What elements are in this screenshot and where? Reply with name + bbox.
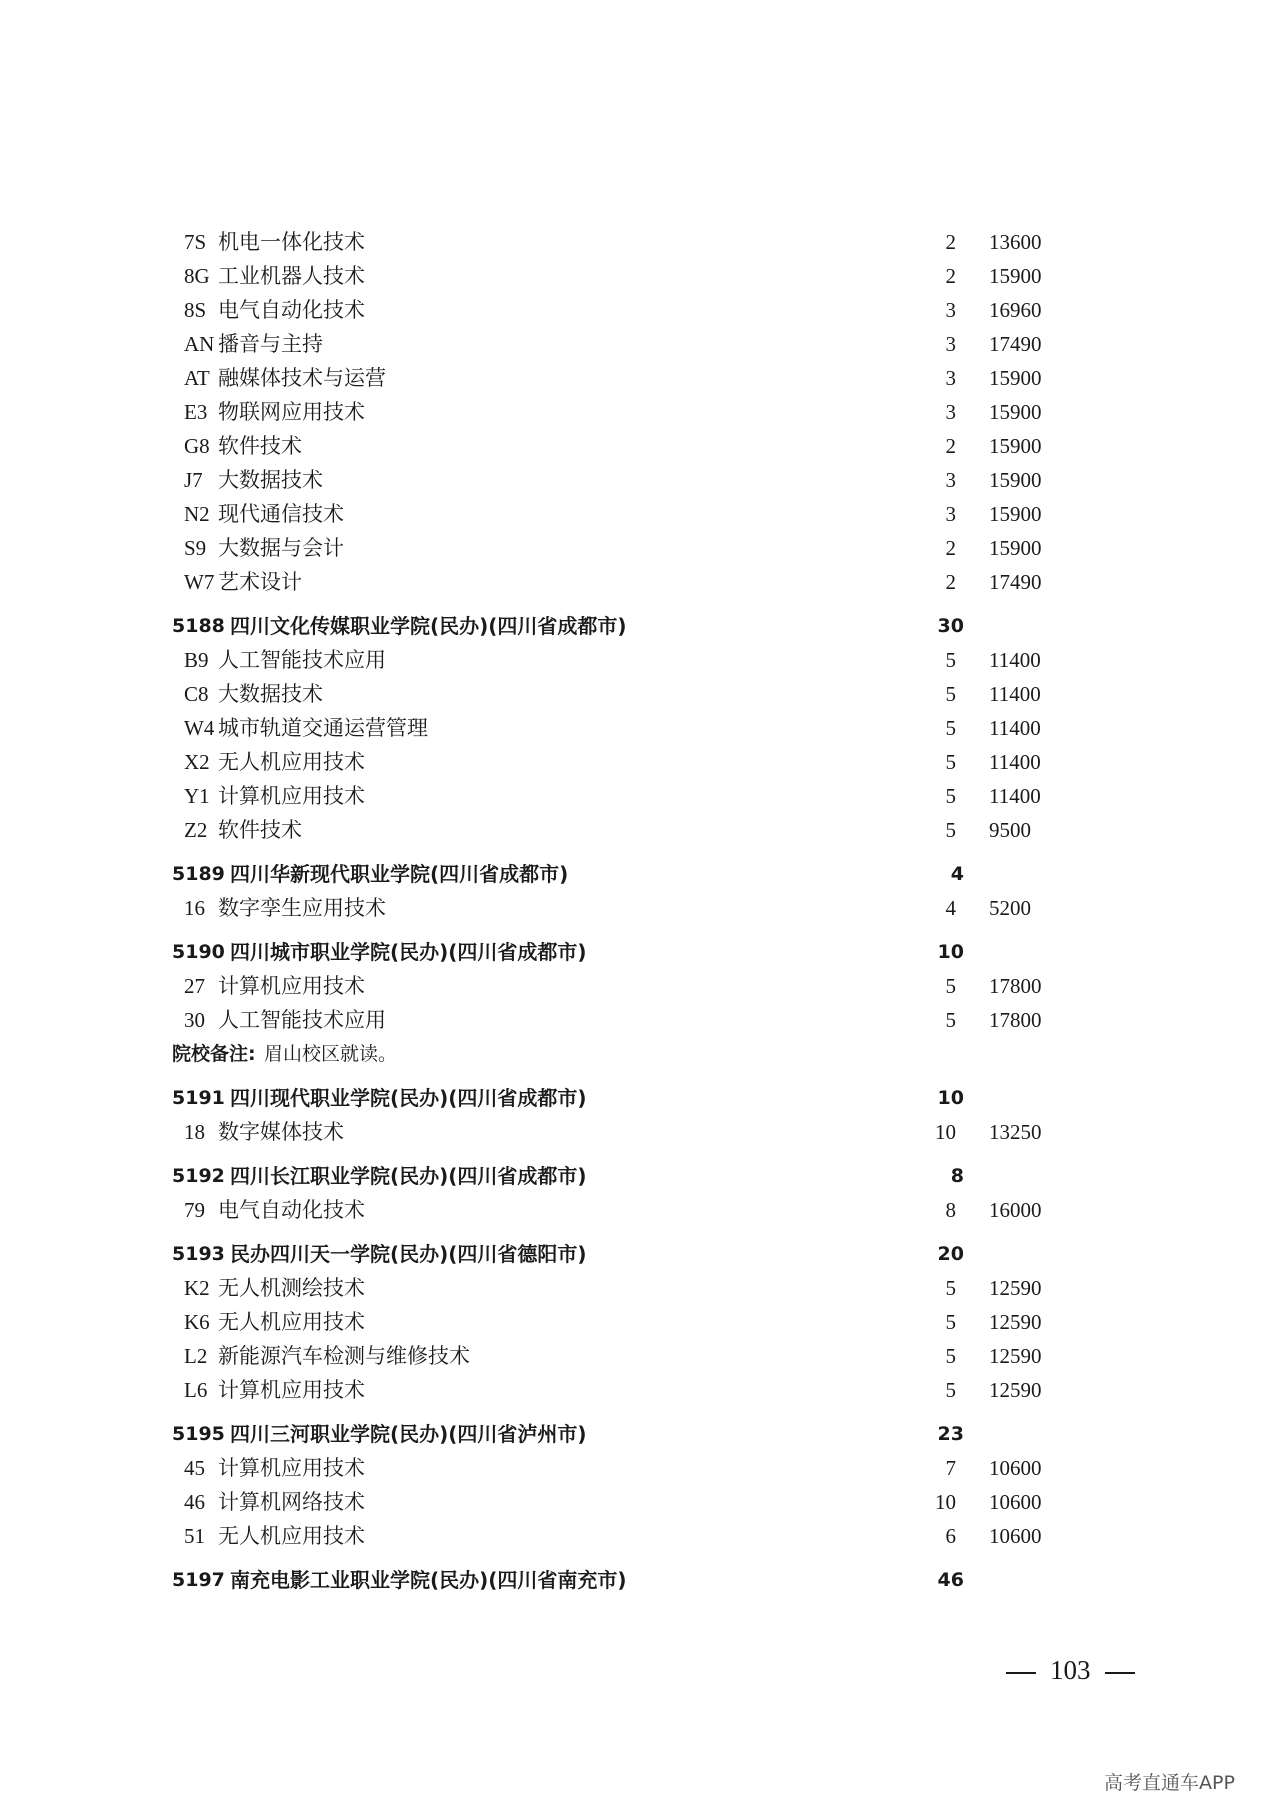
- school-remark: [0, 1039, 1280, 1069]
- major-row: [0, 261, 1280, 291]
- major-code: 8S: [184, 298, 207, 322]
- school-code: 5188: [172, 615, 225, 637]
- major-name: 无人机应用技术: [218, 1524, 365, 1548]
- major-code: 27: [184, 974, 205, 998]
- major-row: [0, 679, 1280, 709]
- major-code: L6: [184, 1378, 208, 1402]
- major-name: 计算机应用技术: [218, 1378, 365, 1402]
- major-name: 融媒体技术与运营: [218, 366, 386, 390]
- major-code: AN: [184, 332, 215, 356]
- major-code: J7: [184, 468, 203, 492]
- major-row: [0, 815, 1280, 845]
- major-tuition: 10600: [989, 1456, 1042, 1480]
- major-code: C8: [184, 682, 209, 706]
- major-name: 软件技术: [218, 818, 302, 842]
- school-name: 民办四川天一学院(民办)(四川省德阳市): [230, 1242, 587, 1266]
- major-quota: 4: [945, 896, 956, 920]
- major-name: 计算机应用技术: [218, 1456, 365, 1480]
- major-tuition: 13600: [989, 230, 1042, 254]
- major-row: [0, 1117, 1280, 1147]
- major-tuition: 10600: [989, 1524, 1042, 1548]
- school-quota: 30: [937, 615, 964, 637]
- major-quota: 5: [945, 1310, 956, 1334]
- major-quota: 2: [945, 434, 956, 458]
- school-code: 5191: [172, 1087, 225, 1109]
- major-row: [0, 295, 1280, 325]
- school-row: [0, 1083, 1280, 1113]
- school-row: [0, 1239, 1280, 1269]
- major-row: [0, 713, 1280, 743]
- school-code: 5189: [172, 863, 225, 885]
- major-tuition: 17800: [989, 974, 1042, 998]
- school-code: 5193: [172, 1243, 225, 1265]
- school-name: 四川长江职业学院(民办)(四川省成都市): [230, 1164, 587, 1188]
- major-name: 软件技术: [218, 434, 302, 458]
- major-row: [0, 533, 1280, 563]
- major-quota: 5: [945, 682, 956, 706]
- major-name: 播音与主持: [218, 332, 323, 356]
- school-name: 四川城市职业学院(民办)(四川省成都市): [230, 940, 587, 964]
- major-tuition: 15900: [989, 536, 1042, 560]
- major-quota: 3: [945, 400, 956, 424]
- major-name: 无人机应用技术: [218, 1310, 365, 1334]
- major-quota: 8: [945, 1198, 956, 1222]
- major-name: 城市轨道交通运营管理: [218, 716, 428, 740]
- major-tuition: 15900: [989, 468, 1042, 492]
- major-name: 计算机应用技术: [218, 974, 365, 998]
- major-quota: 5: [945, 818, 956, 842]
- major-name: 物联网应用技术: [218, 400, 365, 424]
- major-tuition: 10600: [989, 1490, 1042, 1514]
- major-tuition: 11400: [989, 648, 1041, 672]
- major-row: [0, 363, 1280, 393]
- major-quota: 3: [945, 502, 956, 526]
- school-quota: 46: [937, 1569, 964, 1591]
- major-name: 无人机应用技术: [218, 750, 365, 774]
- major-name: 机电一体化技术: [218, 230, 365, 254]
- major-name: 工业机器人技术: [218, 264, 365, 288]
- major-name: 数字媒体技术: [218, 1120, 344, 1144]
- major-code: 46: [184, 1490, 205, 1514]
- major-code: K6: [184, 1310, 210, 1334]
- school-code: 5192: [172, 1165, 225, 1187]
- major-name: 艺术设计: [218, 570, 302, 594]
- major-quota: 3: [945, 332, 956, 356]
- major-quota: 3: [945, 366, 956, 390]
- major-name: 现代通信技术: [218, 502, 344, 526]
- major-code: L2: [184, 1344, 208, 1368]
- major-tuition: 11400: [989, 716, 1041, 740]
- major-tuition: 15900: [989, 264, 1042, 288]
- school-quota: 8: [950, 1165, 964, 1187]
- major-code: W4: [184, 716, 215, 740]
- school-row: [0, 859, 1280, 889]
- major-quota: 2: [945, 264, 956, 288]
- major-name: 新能源汽车检测与维修技术: [218, 1344, 470, 1368]
- school-name: 四川文化传媒职业学院(民办)(四川省成都市): [230, 614, 627, 638]
- major-tuition: 11400: [989, 784, 1041, 808]
- major-code: AT: [184, 366, 210, 390]
- major-code: 7S: [184, 230, 207, 254]
- major-name: 计算机应用技术: [218, 784, 365, 808]
- major-row: [0, 1341, 1280, 1371]
- major-quota: 10: [935, 1120, 956, 1144]
- major-tuition: 15900: [989, 400, 1042, 424]
- major-quota: 5: [945, 1276, 956, 1300]
- major-row: [0, 1453, 1280, 1483]
- major-quota: 10: [935, 1490, 956, 1514]
- major-code: 18: [184, 1120, 205, 1144]
- major-code: 45: [184, 1456, 205, 1480]
- major-tuition: 16960: [989, 298, 1042, 322]
- major-row: [0, 893, 1280, 923]
- school-quota: 10: [937, 1087, 964, 1109]
- major-quota: 3: [945, 298, 956, 322]
- major-row: [0, 227, 1280, 257]
- major-quota: 5: [945, 1344, 956, 1368]
- major-tuition: 15900: [989, 502, 1042, 526]
- major-row: [0, 329, 1280, 359]
- major-tuition: 12590: [989, 1378, 1042, 1402]
- major-quota: 5: [945, 1378, 956, 1402]
- major-tuition: 9500: [989, 818, 1031, 842]
- major-tuition: 16000: [989, 1198, 1042, 1222]
- major-tuition: 17800: [989, 1008, 1042, 1032]
- major-tuition: 12590: [989, 1310, 1042, 1334]
- major-row: [0, 567, 1280, 597]
- major-code: X2: [184, 750, 210, 774]
- major-code: 79: [184, 1198, 205, 1222]
- major-row: [0, 1273, 1280, 1303]
- major-tuition: 17490: [989, 332, 1042, 356]
- major-quota: 2: [945, 570, 956, 594]
- major-code: 16: [184, 896, 205, 920]
- major-code: Z2: [184, 818, 208, 842]
- major-code: N2: [184, 502, 210, 526]
- major-name: 计算机网络技术: [218, 1490, 365, 1514]
- major-row: [0, 1307, 1280, 1337]
- major-code: 8G: [184, 264, 210, 288]
- major-tuition: 5200: [989, 896, 1031, 920]
- major-row: [0, 645, 1280, 675]
- major-code: G8: [184, 434, 210, 458]
- page-number: [992, 1652, 1149, 1688]
- major-row: [0, 747, 1280, 777]
- major-row: [0, 465, 1280, 495]
- remark-label: 院校备注:: [172, 1043, 256, 1065]
- major-name: 大数据技术: [218, 468, 323, 492]
- major-name: 数字孪生应用技术: [218, 896, 386, 920]
- school-row: [0, 1565, 1280, 1595]
- school-code: 5197: [172, 1569, 225, 1591]
- major-quota: 5: [945, 974, 956, 998]
- major-name: 无人机测绘技术: [218, 1276, 365, 1300]
- major-row: [0, 397, 1280, 427]
- major-name: 电气自动化技术: [218, 298, 365, 322]
- major-tuition: 15900: [989, 434, 1042, 458]
- major-code: W7: [184, 570, 215, 594]
- major-tuition: 15900: [989, 366, 1042, 390]
- major-name: 电气自动化技术: [218, 1198, 365, 1222]
- major-quota: 7: [945, 1456, 956, 1480]
- page-number-value: 103: [1050, 1655, 1091, 1685]
- school-quota: 20: [937, 1243, 964, 1265]
- major-code: Y1: [184, 784, 210, 808]
- major-code: 30: [184, 1008, 205, 1032]
- watermark: 高考直通车APP: [1104, 1772, 1235, 1794]
- remark-text: 眉山校区就读。: [264, 1043, 398, 1065]
- major-row: [0, 1375, 1280, 1405]
- school-name: 四川三河职业学院(民办)(四川省泸州市): [230, 1422, 587, 1446]
- school-name: 四川现代职业学院(民办)(四川省成都市): [230, 1086, 587, 1110]
- major-quota: 2: [945, 536, 956, 560]
- major-tuition: 11400: [989, 682, 1041, 706]
- school-code: 5195: [172, 1423, 225, 1445]
- major-row: [0, 971, 1280, 1001]
- school-quota: 4: [950, 863, 964, 885]
- major-quota: 5: [945, 648, 956, 672]
- major-row: [0, 431, 1280, 461]
- major-quota: 5: [945, 1008, 956, 1032]
- major-code: 51: [184, 1524, 205, 1548]
- major-name: 人工智能技术应用: [218, 648, 386, 672]
- major-name: 大数据技术: [218, 682, 323, 706]
- major-code: S9: [184, 536, 207, 560]
- school-row: [0, 1419, 1280, 1449]
- major-quota: 6: [945, 1524, 956, 1548]
- major-row: [0, 499, 1280, 529]
- school-name: 南充电影工业职业学院(民办)(四川省南充市): [230, 1568, 627, 1592]
- page-number-dash-left: [1006, 1672, 1036, 1674]
- major-row: [0, 1521, 1280, 1551]
- major-tuition: 12590: [989, 1276, 1042, 1300]
- major-quota: 5: [945, 750, 956, 774]
- major-name: 人工智能技术应用: [218, 1008, 386, 1032]
- major-code: E3: [184, 400, 208, 424]
- major-quota: 5: [945, 716, 956, 740]
- school-quota: 23: [937, 1423, 964, 1445]
- major-tuition: 13250: [989, 1120, 1042, 1144]
- school-row: [0, 937, 1280, 967]
- major-quota: 3: [945, 468, 956, 492]
- page-number-dash-right: [1105, 1672, 1135, 1674]
- school-row: [0, 1161, 1280, 1191]
- school-row: [0, 611, 1280, 641]
- major-quota: 2: [945, 230, 956, 254]
- major-name: 大数据与会计: [218, 536, 344, 560]
- major-tuition: 11400: [989, 750, 1041, 774]
- school-code: 5190: [172, 941, 225, 963]
- major-quota: 5: [945, 784, 956, 808]
- major-code: K2: [184, 1276, 210, 1300]
- school-quota: 10: [937, 941, 964, 963]
- major-code: B9: [184, 648, 209, 672]
- school-name: 四川华新现代职业学院(四川省成都市): [230, 862, 569, 886]
- major-tuition: 17490: [989, 570, 1042, 594]
- major-tuition: 12590: [989, 1344, 1042, 1368]
- major-row: [0, 1005, 1280, 1035]
- major-row: [0, 1195, 1280, 1225]
- major-row: [0, 781, 1280, 811]
- major-row: [0, 1487, 1280, 1517]
